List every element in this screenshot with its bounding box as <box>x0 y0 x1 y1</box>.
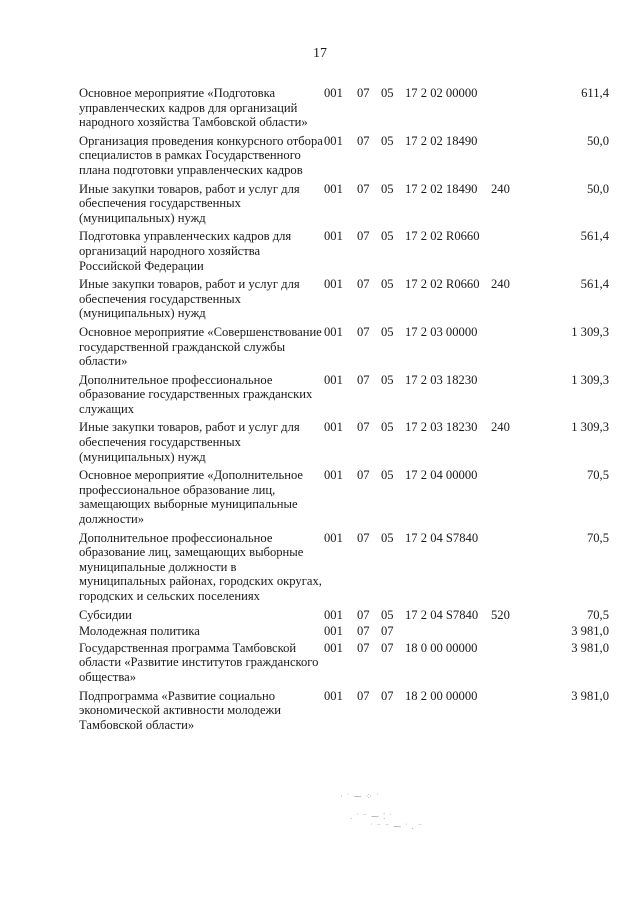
row-subsection-code: 05 <box>381 324 394 339</box>
row-amount: 3 981,0 <box>571 688 609 703</box>
row-grbs-code: 001 <box>324 640 343 655</box>
row-expense-type-code <box>491 468 531 530</box>
row-amount: 611,4 <box>581 86 609 100</box>
row-subsection-code: 05 <box>381 420 394 435</box>
table-row <box>79 373 609 421</box>
row-grbs-code: 001 <box>324 133 343 148</box>
row-name: Основное мероприятие «Дополнительное профессиональное образование лиц, замещающих выборные муниципальные должности» <box>79 468 304 527</box>
row-section-code: 07 <box>357 86 370 100</box>
table-row <box>79 277 609 325</box>
row-target-article-code: 17 2 03 18230 <box>405 420 478 435</box>
table-row <box>79 608 609 625</box>
row-name: Дополнительное профессиональное образование государственных гражданских служащих <box>79 372 313 416</box>
row-expense-type-code: 240 <box>491 277 510 292</box>
row-subsection-code: 05 <box>381 277 394 292</box>
row-target-article-code: 17 2 04 S7840 <box>405 530 479 545</box>
row-name: Организация проведения конкурсного отбора специалистов в рамках Государственного плана подготовки управленческих кадров <box>79 133 323 177</box>
row-section-code: 07 <box>357 640 370 655</box>
row-amount: 561,4 <box>580 229 609 244</box>
row-expense-type-code: 240 <box>491 420 510 435</box>
row-section-code: 07 <box>357 181 370 196</box>
row-expense-type-code <box>491 624 531 641</box>
row-amount: 1 309,3 <box>571 420 609 435</box>
row-target-article-code: 18 2 00 00000 <box>405 688 478 703</box>
row-target-article-code: 17 2 02 00000 <box>405 86 478 100</box>
table-row <box>79 531 609 608</box>
row-subsection-code: 07 <box>381 624 394 639</box>
table-row <box>79 624 609 641</box>
row-amount: 70,5 <box>586 607 609 622</box>
row-section-code: 07 <box>357 372 370 387</box>
row-section-code: 07 <box>357 133 370 148</box>
row-subsection-code: 05 <box>381 468 394 483</box>
row-subsection-code: 05 <box>381 530 394 545</box>
table-row <box>79 420 609 468</box>
table-row <box>79 134 609 182</box>
scan-artifact: . ˙ ⁻ ⁓ ⁚ ˙ <box>350 812 394 821</box>
row-expense-type-code <box>491 641 531 689</box>
row-expense-type-code: 240 <box>491 181 510 196</box>
row-section-code: 07 <box>357 324 370 339</box>
row-subsection-code: 05 <box>381 181 394 196</box>
row-section-code: 07 <box>357 277 370 292</box>
row-name: Иные закупки товаров, работ и услуг для обеспечения государственных (муниципальных) нужд <box>79 420 300 464</box>
row-subsection-code: 05 <box>381 607 394 622</box>
row-name: Дополнительное профессиональное образование лиц, замещающих выборные муниципальные должности в муниципальных районах, городских округах, городских и сельских поселениях <box>79 530 322 603</box>
row-grbs-code: 001 <box>324 688 343 703</box>
row-target-article-code: 17 2 02 18490 <box>405 181 478 196</box>
row-section-code: 07 <box>357 229 370 244</box>
row-name: Государственная программа Тамбовской области «Развитие институтов гражданского общества» <box>79 640 319 684</box>
table-row <box>79 182 609 230</box>
row-grbs-code: 001 <box>324 86 343 100</box>
row-grbs-code: 001 <box>324 229 343 244</box>
row-grbs-code: 001 <box>324 277 343 292</box>
row-section-code: 07 <box>357 420 370 435</box>
scan-artifact: ˙ ⁻ ⁻ ⁓ ˙ . ⁻ <box>370 822 423 831</box>
row-grbs-code: 001 <box>324 607 343 622</box>
row-target-article-code: 17 2 03 00000 <box>405 324 478 339</box>
row-name: Подготовка управленческих кадров для организаций народного хозяйства Российской Федерации <box>79 229 292 273</box>
row-expense-type-code <box>491 531 531 608</box>
row-target-article-code: 17 2 04 S7840 <box>405 607 479 622</box>
row-name: Субсидии <box>79 607 132 622</box>
table-row <box>79 325 609 373</box>
table-row <box>79 229 609 277</box>
row-name: Подпрограмма «Развитие социально экономической активности молодежи Тамбовской области» <box>79 688 281 732</box>
row-target-article-code: 17 2 04 00000 <box>405 468 478 483</box>
row-target-article-code: 17 2 02 R0660 <box>405 229 480 244</box>
scan-artifact: · ˙ ⁓ ⁘ ˙ <box>340 792 380 801</box>
row-expense-type-code <box>491 86 531 134</box>
row-subsection-code: 05 <box>381 86 394 100</box>
table-row <box>79 86 609 134</box>
row-subsection-code: 05 <box>381 372 394 387</box>
row-name: Молодежная политика <box>79 624 200 639</box>
row-expense-type-code: 520 <box>491 607 510 622</box>
row-amount: 70,5 <box>586 530 609 545</box>
row-amount: 70,5 <box>586 468 609 483</box>
row-expense-type-code <box>491 325 531 373</box>
row-amount: 561,4 <box>580 277 609 292</box>
row-grbs-code: 001 <box>324 372 343 387</box>
row-section-code: 07 <box>357 530 370 545</box>
row-subsection-code: 05 <box>381 229 394 244</box>
table-row <box>79 468 609 530</box>
row-target-article-code: 17 2 03 18230 <box>405 372 478 387</box>
row-subsection-code: 07 <box>381 688 394 703</box>
row-subsection-code: 05 <box>381 133 394 148</box>
row-expense-type-code <box>491 373 531 421</box>
row-name: Основное мероприятие «Подготовка управленческих кадров для организаций народного хозяйства Тамбовской области» <box>79 86 308 130</box>
row-target-article-code: 18 0 00 00000 <box>405 640 478 655</box>
row-section-code: 07 <box>357 624 370 639</box>
row-amount: 3 981,0 <box>571 640 609 655</box>
row-name: Основное мероприятие «Совершенствование государственной гражданской службы области» <box>79 324 322 369</box>
row-amount: 1 309,3 <box>571 324 609 339</box>
row-section-code: 07 <box>357 468 370 483</box>
row-grbs-code: 001 <box>324 468 343 483</box>
row-expense-type-code <box>491 134 531 182</box>
row-name: Иные закупки товаров, работ и услуг для обеспечения государственных (муниципальных) нужд <box>79 277 300 321</box>
row-target-article-code: 17 2 02 R0660 <box>405 277 480 292</box>
row-grbs-code: 001 <box>324 420 343 435</box>
row-target-article-code: 17 2 02 18490 <box>405 133 478 148</box>
row-grbs-code: 001 <box>324 324 343 339</box>
row-expense-type-code <box>491 229 531 277</box>
page-number: 17 <box>313 46 327 61</box>
budget-table <box>79 86 609 736</box>
row-grbs-code: 001 <box>324 181 343 196</box>
table-row <box>79 641 609 689</box>
row-section-code: 07 <box>357 607 370 622</box>
row-target-article-code <box>405 624 491 641</box>
row-amount: 50,0 <box>586 133 609 148</box>
row-grbs-code: 001 <box>324 530 343 545</box>
row-amount: 50,0 <box>586 181 609 196</box>
row-expense-type-code <box>491 689 531 737</box>
row-name: Иные закупки товаров, работ и услуг для обеспечения государственных (муниципальных) нужд <box>79 181 300 225</box>
row-subsection-code: 07 <box>381 640 394 655</box>
row-grbs-code: 001 <box>324 624 343 639</box>
row-amount: 1 309,3 <box>571 372 609 387</box>
table-row <box>79 689 609 737</box>
row-section-code: 07 <box>357 688 370 703</box>
row-amount: 3 981,0 <box>571 624 609 639</box>
